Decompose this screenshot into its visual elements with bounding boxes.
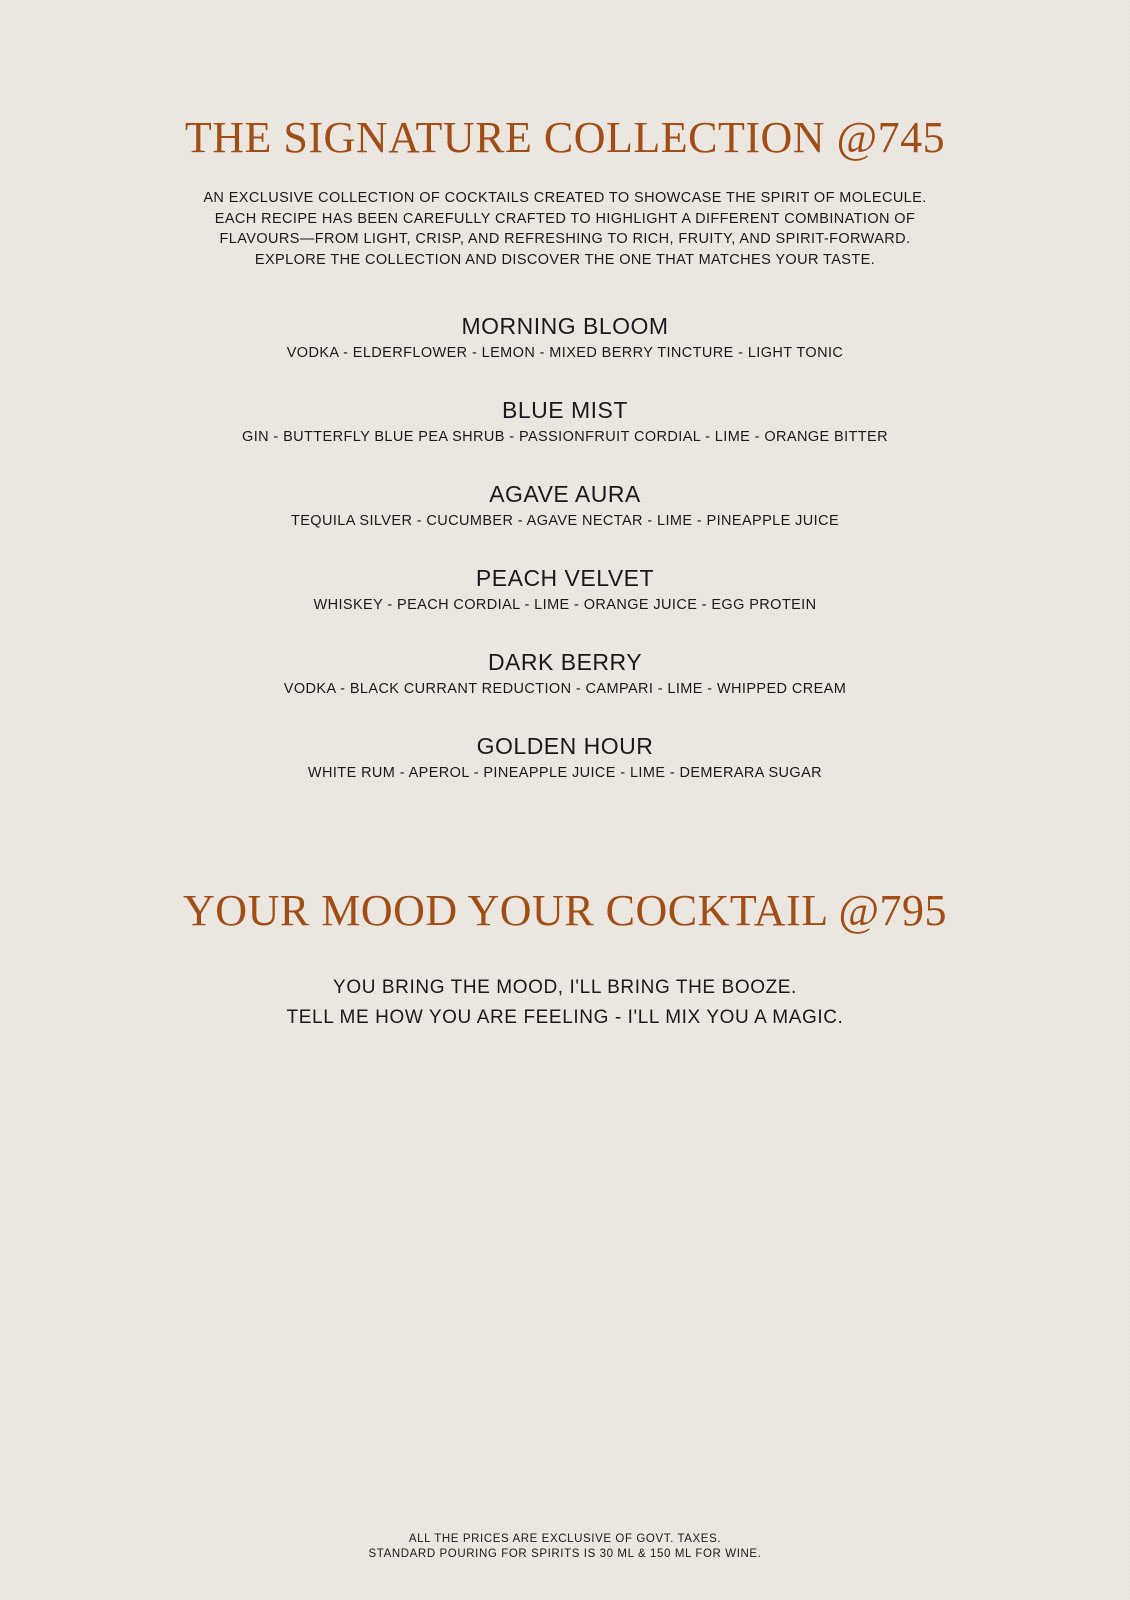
cocktail-item	[0, 481, 1130, 531]
cocktail-item	[0, 565, 1130, 615]
mood-line: TELL ME HOW YOU ARE FEELING - I'LL MIX YOU A MAGIC.	[286, 1007, 844, 1028]
cocktail-ingredients: GIN - BUTTERFLY BLUE PEA SHRUB - PASSIONFRUIT CORDIAL - LIME - ORANGE BITTER	[242, 429, 888, 445]
signature-collection-title: THE SIGNATURE COLLECTION @745	[184, 113, 946, 162]
footer-notes	[0, 1532, 1130, 1562]
footer-line: ALL THE PRICES ARE EXCLUSIVE OF GOVT. TAXES.	[408, 1533, 722, 1545]
cocktail-ingredients: WHITE RUM - APEROL - PINEAPPLE JUICE - LIME - DEMERARA SUGAR	[307, 765, 823, 781]
mood-cocktail-title: YOUR MOOD YOUR COCKTAIL @795	[183, 886, 947, 935]
cocktail-name: GOLDEN HOUR	[476, 733, 654, 759]
intro-line: AN EXCLUSIVE COLLECTION OF COCKTAILS CREATED TO SHOWCASE THE SPIRIT OF MOLECULE.	[203, 190, 927, 206]
mood-description	[0, 973, 1130, 1033]
intro-line: FLAVOURS—FROM LIGHT, CRISP, AND REFRESHING TO RICH, FRUITY, AND SPIRIT-FORWARD.	[219, 231, 911, 247]
cocktail-item	[0, 649, 1130, 699]
cocktail-name: PEACH VELVET	[475, 565, 655, 591]
cocktail-name: DARK BERRY	[487, 649, 643, 675]
cocktail-name: MORNING BLOOM	[461, 313, 669, 339]
intro-line: EXPLORE THE COLLECTION AND DISCOVER THE ONE THAT MATCHES YOUR TASTE.	[254, 251, 876, 268]
cocktail-ingredients: VODKA - BLACK CURRANT REDUCTION - CAMPARI - LIME - WHIPPED CREAM	[283, 681, 847, 697]
cocktail-ingredients: WHISKEY - PEACH CORDIAL - LIME - ORANGE JUICE - EGG PROTEIN	[313, 597, 817, 613]
cocktail-name: BLUE MIST	[502, 397, 628, 423]
intro-line: EACH RECIPE HAS BEEN CAREFULLY CRAFTED TO HIGHLIGHT A DIFFERENT COMBINATION OF	[214, 210, 916, 227]
signature-intro	[0, 188, 1130, 270]
cocktail-item	[0, 733, 1130, 783]
cocktail-name: AGAVE AURA	[489, 481, 641, 507]
mood-line: YOU BRING THE MOOD, I'LL BRING THE BOOZE.	[333, 977, 797, 998]
cocktail-ingredients: TEQUILA SILVER - CUCUMBER - AGAVE NECTAR - LIME - PINEAPPLE JUICE	[290, 513, 840, 529]
cocktail-ingredients: VODKA - ELDERFLOWER - LEMON - MIXED BERRY TINCTURE - LIGHT TONIC	[286, 345, 844, 361]
cocktail-item	[0, 313, 1130, 363]
footer-line: STANDARD POURING FOR SPIRITS IS 30 ML & 150 ML FOR WINE.	[368, 1548, 762, 1560]
cocktail-item	[0, 397, 1130, 447]
